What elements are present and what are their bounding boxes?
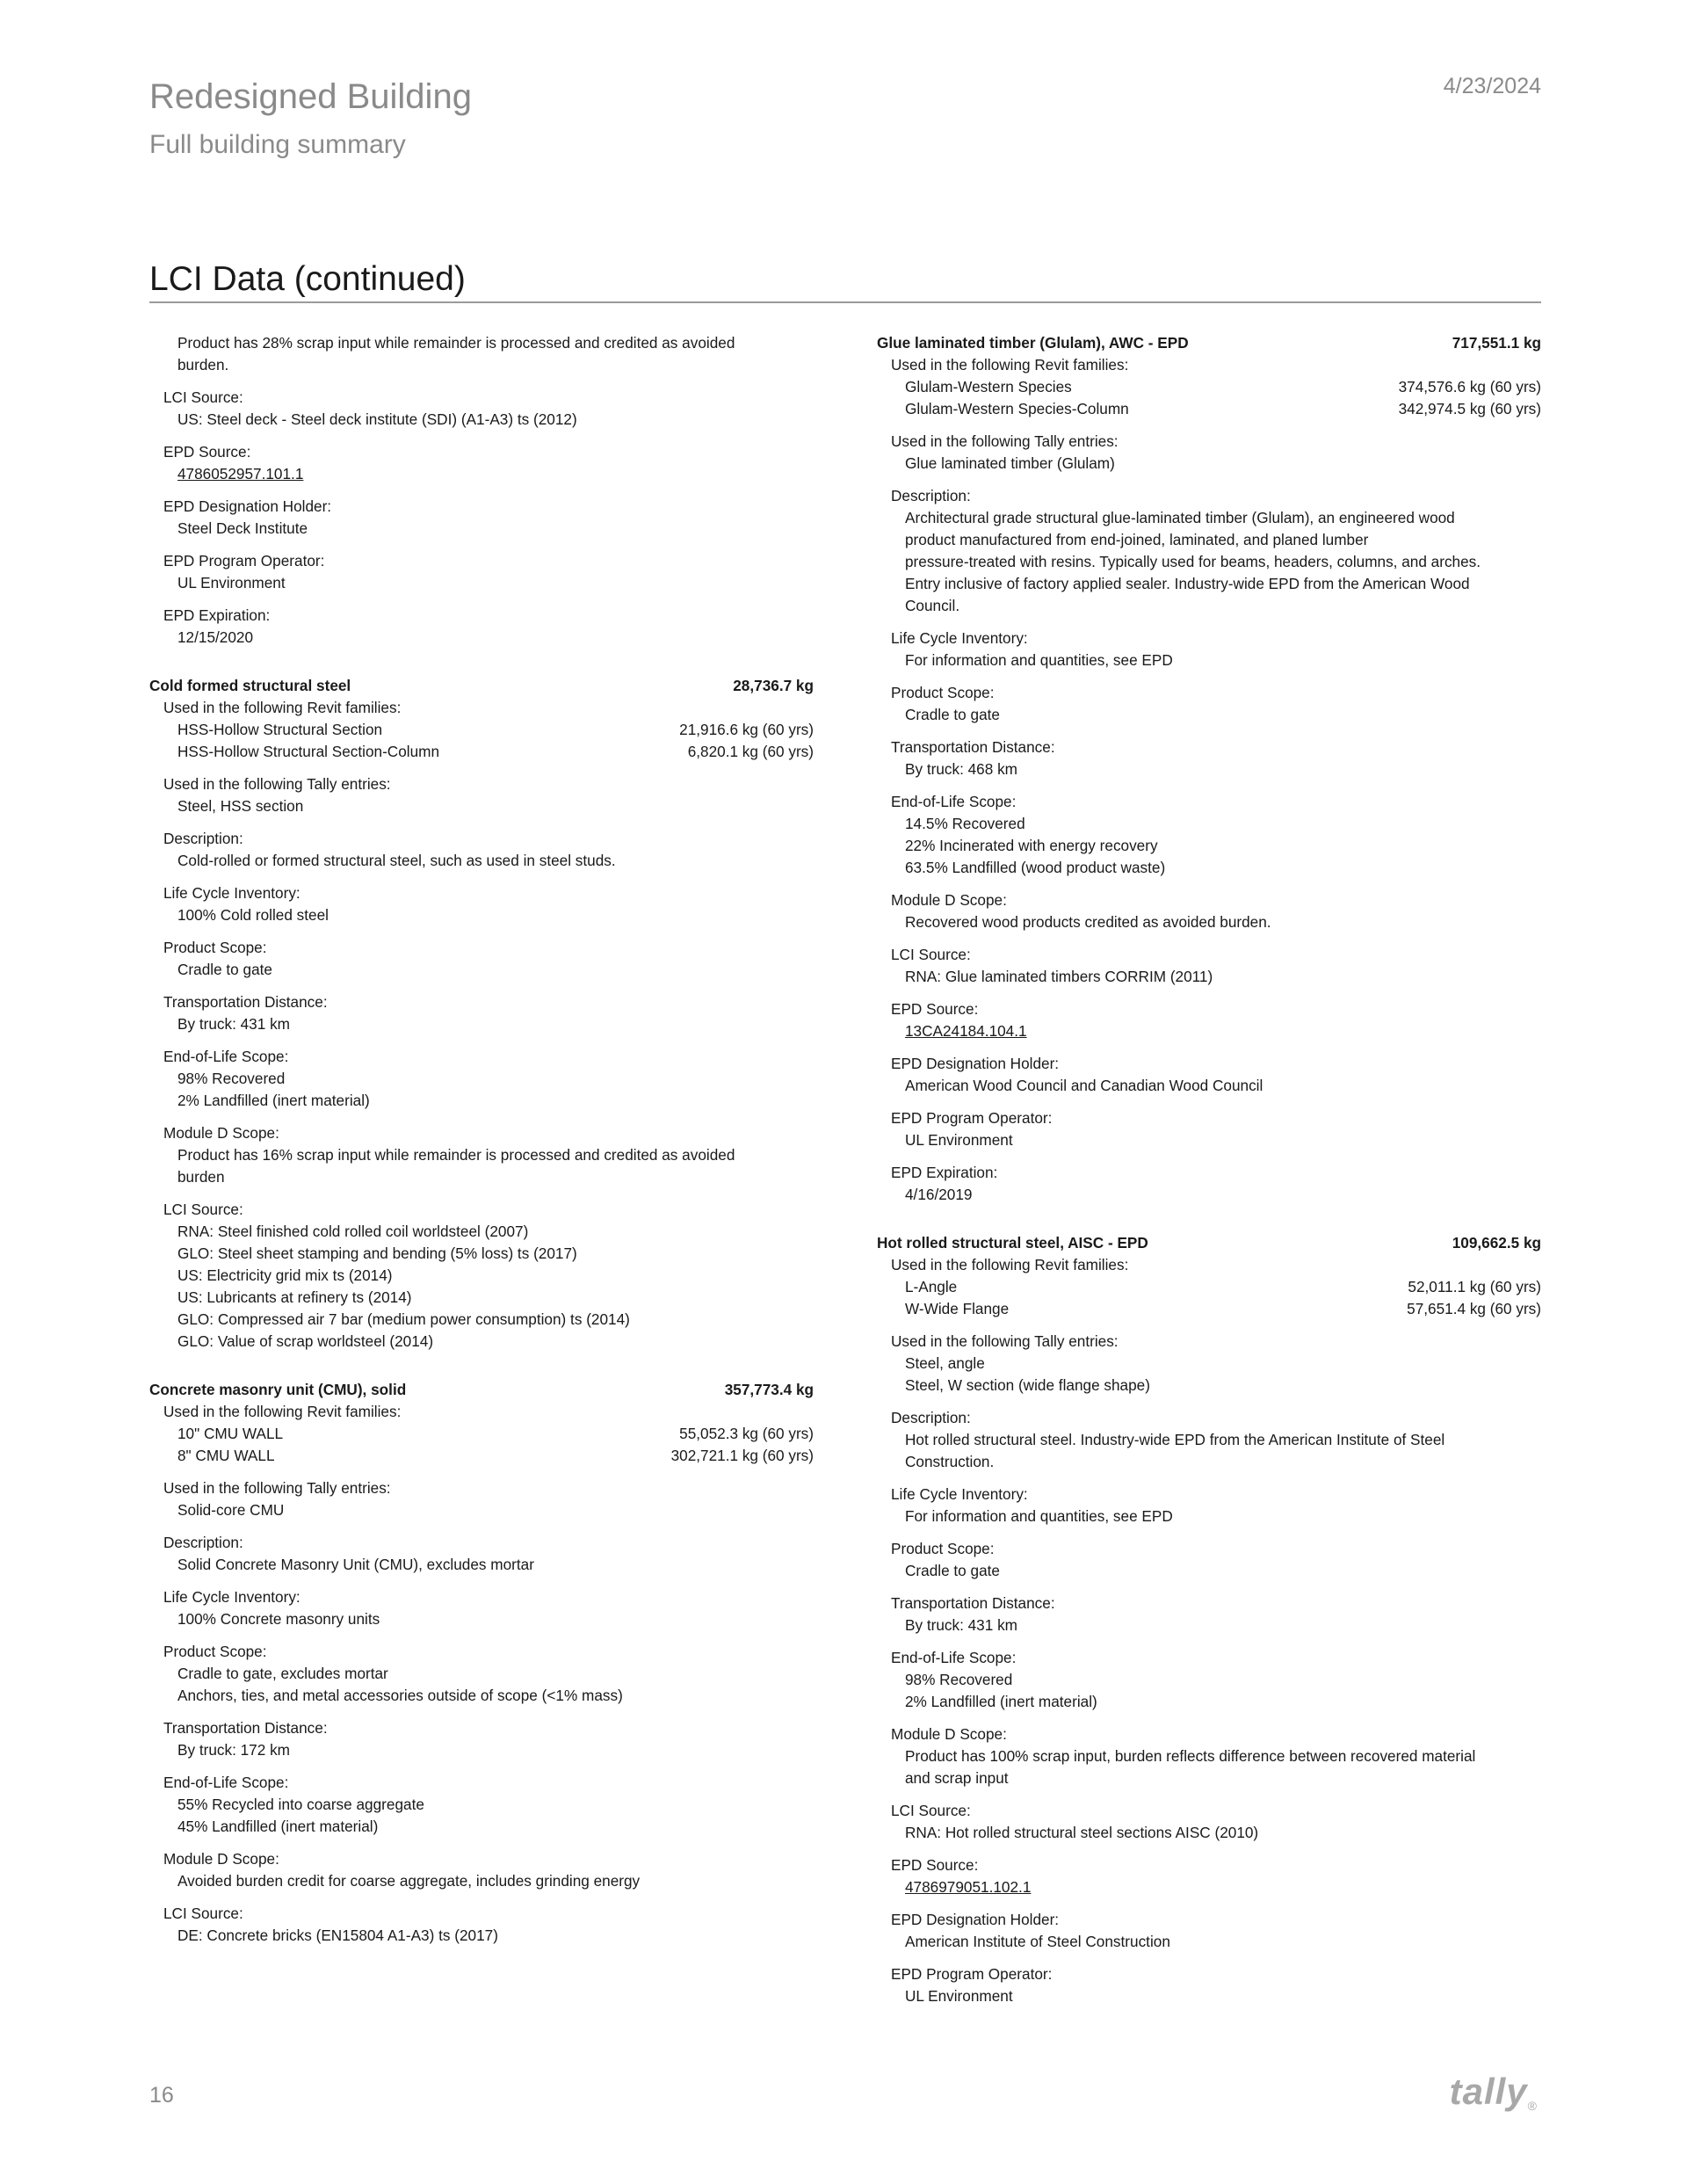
field-label: Transportation Distance: bbox=[891, 738, 1055, 756]
field-value: By truck: 431 km bbox=[177, 1015, 290, 1033]
field-value: Solid Concrete Masonry Unit (CMU), excludes mortar bbox=[177, 1556, 534, 1573]
field-label: End-of-Life Scope: bbox=[163, 1048, 289, 1065]
field-value: UL Environment bbox=[905, 1987, 1013, 2005]
epd-expiration bbox=[877, 1162, 1541, 1206]
field-value: UL Environment bbox=[905, 1131, 1013, 1149]
material-total: 717,551.1 kg bbox=[1452, 334, 1541, 352]
transportation-distance bbox=[877, 736, 1541, 780]
field-value: 2% Landfilled (inert material) bbox=[905, 1693, 1097, 1710]
field-label: Module D Scope: bbox=[891, 1725, 1007, 1743]
end-of-life-scope bbox=[149, 1046, 814, 1112]
field-value: GLO: Value of scrap worldsteel (2014) bbox=[177, 1332, 434, 1350]
family-name: Glulam-Western Species bbox=[905, 378, 1072, 395]
field-label: Used in the following Tally entries: bbox=[891, 1332, 1119, 1350]
report-date: 4/23/2024 bbox=[1443, 74, 1541, 98]
product-scope bbox=[149, 937, 814, 981]
revit-family-row bbox=[149, 741, 814, 763]
family-value: 342,974.5 kg (60 yrs) bbox=[1398, 400, 1541, 417]
field-value: By truck: 172 km bbox=[177, 1741, 290, 1759]
field-value: 98% Recovered bbox=[905, 1671, 1013, 1688]
revit-families bbox=[149, 697, 814, 763]
field-label: End-of-Life Scope: bbox=[891, 1649, 1017, 1666]
revit-family-row bbox=[877, 1298, 1541, 1320]
life-cycle-inventory bbox=[877, 1484, 1541, 1527]
field-label: Transportation Distance: bbox=[163, 993, 328, 1011]
lci-source bbox=[877, 1800, 1541, 1844]
field-label: LCI Source: bbox=[891, 1802, 971, 1819]
field-label: LCI Source: bbox=[163, 1201, 243, 1218]
material-name: Cold formed structural steel bbox=[149, 677, 351, 694]
end-of-life-scope bbox=[149, 1772, 814, 1838]
field-value: burden bbox=[177, 1168, 225, 1186]
field-label: Life Cycle Inventory: bbox=[891, 1485, 1028, 1503]
field-label: Used in the following Tally entries: bbox=[163, 1479, 391, 1497]
epd-source-link[interactable]: 4786052957.101.1 bbox=[177, 465, 304, 483]
field-value: 55% Recycled into coarse aggregate bbox=[177, 1796, 424, 1813]
module-d-scope bbox=[877, 1723, 1541, 1789]
field-value: Product has 16% scrap input while remainder is processed and credited as avoided bbox=[177, 1146, 735, 1164]
epd-source-link[interactable]: 13CA24184.104.1 bbox=[905, 1022, 1027, 1040]
material-name: Hot rolled structural steel, AISC - EPD bbox=[877, 1234, 1148, 1252]
field-value: Cradle to gate bbox=[177, 961, 272, 978]
family-value: 52,011.1 kg (60 yrs) bbox=[1408, 1278, 1541, 1295]
field-value: 14.5% Recovered bbox=[905, 815, 1025, 832]
field-value: 100% Cold rolled steel bbox=[177, 906, 329, 924]
life-cycle-inventory bbox=[877, 628, 1541, 671]
field-label: Transportation Distance: bbox=[891, 1594, 1055, 1612]
revit-family-row bbox=[149, 1423, 814, 1445]
field-label: Description: bbox=[163, 830, 243, 847]
epd-designation-holder bbox=[877, 1909, 1541, 1953]
description bbox=[877, 485, 1541, 617]
field-value: GLO: Compressed air 7 bar (medium power consumption) ts (2014) bbox=[177, 1310, 630, 1328]
family-value: 57,651.4 kg (60 yrs) bbox=[1407, 1300, 1541, 1317]
field-label: Used in the following Revit families: bbox=[163, 699, 402, 716]
description bbox=[149, 1532, 814, 1576]
page-number: 16 bbox=[149, 2083, 174, 2108]
revit-family-row bbox=[149, 1445, 814, 1467]
continued-entry bbox=[149, 332, 814, 649]
field-label: Description: bbox=[891, 1409, 971, 1426]
epd-source bbox=[149, 441, 814, 485]
material-cold-formed-steel bbox=[149, 675, 814, 1353]
field-label: Module D Scope: bbox=[891, 891, 1007, 909]
field-label: Description: bbox=[891, 487, 971, 504]
section-title: LCI Data (continued) bbox=[149, 260, 466, 298]
field-label: Life Cycle Inventory: bbox=[891, 629, 1028, 647]
revit-family-row bbox=[149, 719, 814, 741]
epd-source bbox=[877, 998, 1541, 1042]
field-value: Cradle to gate, excludes mortar bbox=[177, 1665, 388, 1682]
field-value: Glue laminated timber (Glulam) bbox=[905, 454, 1115, 472]
family-value: 55,052.3 kg (60 yrs) bbox=[679, 1425, 814, 1442]
family-value: 6,820.1 kg (60 yrs) bbox=[687, 743, 814, 760]
field-label: Product Scope: bbox=[891, 1540, 995, 1557]
material-header bbox=[877, 1232, 1541, 1254]
family-name: 8" CMU WALL bbox=[177, 1447, 275, 1464]
revit-family-row bbox=[877, 398, 1541, 420]
field-label: LCI Source: bbox=[163, 1905, 243, 1922]
field-value: Entry inclusive of factory applied sealer. Industry-wide EPD from the American Wood bbox=[905, 575, 1470, 592]
field-value: Solid-core CMU bbox=[177, 1501, 285, 1519]
field-value: Steel, W section (wide flange shape) bbox=[905, 1376, 1150, 1394]
field-value: Anchors, ties, and metal accessories outside of scope (<1% mass) bbox=[177, 1687, 623, 1704]
family-name: 10" CMU WALL bbox=[177, 1425, 284, 1442]
description bbox=[149, 828, 814, 872]
field-value: Recovered wood products credited as avoided burden. bbox=[905, 913, 1271, 931]
field-value: Construction. bbox=[905, 1453, 995, 1470]
text-line: Product has 28% scrap input while remainder is processed and credited as avoided bbox=[177, 334, 735, 352]
field-value: Avoided burden credit for coarse aggregate, includes grinding energy bbox=[177, 1872, 641, 1890]
field-label: EPD Designation Holder: bbox=[891, 1055, 1060, 1072]
field-value: GLO: Steel sheet stamping and bending (5% loss) ts (2017) bbox=[177, 1244, 577, 1262]
material-glulam bbox=[877, 332, 1541, 1206]
section-divider bbox=[149, 301, 1541, 303]
right-column bbox=[877, 332, 1541, 2018]
family-value: 302,721.1 kg (60 yrs) bbox=[670, 1447, 814, 1464]
field-value: 98% Recovered bbox=[177, 1070, 286, 1087]
lci-source bbox=[149, 1199, 814, 1353]
field-value: By truck: 431 km bbox=[905, 1616, 1017, 1634]
material-header bbox=[149, 675, 814, 697]
product-scope bbox=[877, 682, 1541, 726]
transportation-distance bbox=[149, 991, 814, 1035]
end-of-life-scope bbox=[877, 1647, 1541, 1713]
field-label: EPD Source: bbox=[891, 1856, 979, 1874]
tally-entries bbox=[877, 1331, 1541, 1397]
field-label: Used in the following Revit families: bbox=[891, 356, 1129, 374]
tally-entries bbox=[877, 431, 1541, 475]
field-label: Module D Scope: bbox=[163, 1850, 279, 1868]
tally-entries bbox=[149, 1477, 814, 1521]
family-name: Glulam-Western Species-Column bbox=[905, 400, 1129, 417]
epd-designation-holder bbox=[149, 496, 814, 540]
field-value: Cold-rolled or formed structural steel, such as used in steel studs. bbox=[177, 852, 616, 869]
family-value: 374,576.6 kg (60 yrs) bbox=[1398, 378, 1541, 395]
material-total: 357,773.4 kg bbox=[724, 1381, 814, 1398]
life-cycle-inventory bbox=[149, 882, 814, 926]
tally-entries bbox=[149, 773, 814, 817]
field-value: Hot rolled structural steel. Industry-wide EPD from the American Institute of Steel bbox=[905, 1431, 1445, 1448]
module-d-scope bbox=[149, 1122, 814, 1188]
module-d-scope bbox=[877, 889, 1541, 933]
field-value: Steel, angle bbox=[905, 1354, 985, 1372]
field-value: 22% Incinerated with energy recovery bbox=[905, 837, 1158, 854]
field-value: RNA: Steel finished cold rolled coil worldsteel (2007) bbox=[177, 1223, 529, 1240]
tally-logo bbox=[1450, 2071, 1538, 2113]
family-name: HSS-Hollow Structural Section-Column bbox=[177, 743, 440, 760]
material-hot-rolled-steel bbox=[877, 1232, 1541, 2007]
field-label: Used in the following Tally entries: bbox=[891, 432, 1119, 450]
product-scope bbox=[877, 1538, 1541, 1582]
field-value: 4/16/2019 bbox=[905, 1186, 973, 1203]
transportation-distance bbox=[149, 1717, 814, 1761]
field-value: Architectural grade structural glue-laminated timber (Glulam), an engineered wood bbox=[905, 509, 1455, 526]
field-value: 2% Landfilled (inert material) bbox=[177, 1092, 370, 1109]
field-label: Used in the following Tally entries: bbox=[163, 775, 391, 793]
lci-source bbox=[149, 1903, 814, 1947]
document-title: Redesigned Building bbox=[149, 77, 472, 116]
field-value: RNA: Glue laminated timbers CORRIM (2011) bbox=[905, 968, 1213, 985]
family-name: W-Wide Flange bbox=[905, 1300, 1010, 1317]
epd-program-operator bbox=[149, 550, 814, 594]
field-value: 12/15/2020 bbox=[177, 628, 254, 646]
field-label: EPD Expiration: bbox=[163, 606, 271, 624]
text-line: burden. bbox=[177, 356, 229, 374]
field-label: Product Scope: bbox=[163, 1643, 267, 1660]
transportation-distance bbox=[877, 1593, 1541, 1636]
epd-source bbox=[877, 1854, 1541, 1898]
field-value: American Institute of Steel Construction bbox=[905, 1933, 1170, 1950]
field-value: US: Steel deck - Steel deck institute (SDI) (A1-A3) ts (2012) bbox=[177, 410, 577, 428]
material-header bbox=[149, 1379, 814, 1401]
epd-designation-holder bbox=[877, 1053, 1541, 1097]
field-label: Module D Scope: bbox=[163, 1124, 279, 1142]
epd-source-link[interactable]: 4786979051.102.1 bbox=[905, 1878, 1032, 1896]
field-value: Cradle to gate bbox=[905, 706, 1000, 723]
field-value: By truck: 468 km bbox=[905, 760, 1017, 778]
family-name: HSS-Hollow Structural Section bbox=[177, 721, 383, 738]
registered-mark: ® bbox=[1527, 2099, 1538, 2113]
field-value: DE: Concrete bricks (EN15804 A1-A3) ts (2017) bbox=[177, 1926, 498, 1944]
field-label: LCI Source: bbox=[163, 388, 243, 406]
module-d-continued bbox=[149, 332, 814, 376]
logo-text: tally bbox=[1449, 2071, 1528, 2112]
field-value: Steel Deck Institute bbox=[177, 519, 308, 537]
description bbox=[877, 1407, 1541, 1473]
family-value: 21,916.6 kg (60 yrs) bbox=[679, 721, 814, 738]
revit-families bbox=[149, 1401, 814, 1467]
module-d-scope bbox=[149, 1848, 814, 1892]
field-label: EPD Source: bbox=[891, 1000, 979, 1018]
field-label: EPD Designation Holder: bbox=[891, 1911, 1060, 1928]
revit-family-row bbox=[877, 1276, 1541, 1298]
left-column bbox=[149, 332, 814, 1957]
revit-families bbox=[877, 354, 1541, 420]
field-value: 45% Landfilled (inert material) bbox=[177, 1818, 379, 1835]
epd-expiration bbox=[149, 605, 814, 649]
material-header bbox=[877, 332, 1541, 354]
revit-family-row bbox=[877, 376, 1541, 398]
field-value: Council. bbox=[905, 597, 960, 614]
field-label: EPD Program Operator: bbox=[163, 552, 325, 570]
field-value: For information and quantities, see EPD bbox=[905, 651, 1173, 669]
material-name: Glue laminated timber (Glulam), AWC - EPD bbox=[877, 334, 1189, 352]
field-label: EPD Program Operator: bbox=[891, 1965, 1053, 1983]
field-label: Life Cycle Inventory: bbox=[163, 884, 300, 902]
revit-families bbox=[877, 1254, 1541, 1320]
material-total: 28,736.7 kg bbox=[733, 677, 814, 694]
field-label: Product Scope: bbox=[891, 684, 995, 701]
epd-program-operator bbox=[877, 1107, 1541, 1151]
field-label: LCI Source: bbox=[891, 946, 971, 963]
field-value: American Wood Council and Canadian Wood Council bbox=[905, 1077, 1263, 1094]
field-label: Used in the following Revit families: bbox=[891, 1256, 1129, 1273]
product-scope bbox=[149, 1641, 814, 1707]
field-value: Product has 100% scrap input, burden reflects difference between recovered material bbox=[905, 1747, 1476, 1765]
field-value: 100% Concrete masonry units bbox=[177, 1610, 380, 1628]
field-label: End-of-Life Scope: bbox=[163, 1774, 289, 1791]
field-value: RNA: Hot rolled structural steel sections AISC (2010) bbox=[905, 1824, 1259, 1841]
field-value: Steel, HSS section bbox=[177, 797, 304, 815]
field-value: For information and quantities, see EPD bbox=[905, 1507, 1173, 1525]
field-label: Used in the following Revit families: bbox=[163, 1403, 402, 1420]
field-label: EPD Program Operator: bbox=[891, 1109, 1053, 1127]
lci-source bbox=[877, 944, 1541, 988]
material-name: Concrete masonry unit (CMU), solid bbox=[149, 1381, 407, 1398]
field-value: UL Environment bbox=[177, 574, 286, 591]
lci-source bbox=[149, 387, 814, 431]
epd-program-operator bbox=[877, 1963, 1541, 2007]
end-of-life-scope bbox=[877, 791, 1541, 879]
field-label: EPD Source: bbox=[163, 443, 251, 461]
material-total: 109,662.5 kg bbox=[1452, 1234, 1541, 1252]
field-label: Transportation Distance: bbox=[163, 1719, 328, 1737]
material-cmu-solid bbox=[149, 1379, 814, 1947]
field-label: End-of-Life Scope: bbox=[891, 793, 1017, 810]
field-value: product manufactured from end-joined, laminated, and planed lumber bbox=[905, 531, 1369, 548]
field-value: Cradle to gate bbox=[905, 1562, 1000, 1579]
field-label: Life Cycle Inventory: bbox=[163, 1588, 300, 1606]
family-name: L-Angle bbox=[905, 1278, 958, 1295]
field-value: 63.5% Landfilled (wood product waste) bbox=[905, 859, 1166, 876]
field-value: US: Lubricants at refinery ts (2014) bbox=[177, 1288, 412, 1306]
field-label: Description: bbox=[163, 1534, 243, 1551]
life-cycle-inventory bbox=[149, 1586, 814, 1630]
field-value: pressure-treated with resins. Typically used for beams, headers, columns, and arches. bbox=[905, 553, 1481, 570]
field-label: EPD Designation Holder: bbox=[163, 497, 332, 515]
field-label: Product Scope: bbox=[163, 939, 267, 956]
field-value: US: Electricity grid mix ts (2014) bbox=[177, 1266, 393, 1284]
field-label: EPD Expiration: bbox=[891, 1164, 998, 1181]
document-subtitle: Full building summary bbox=[149, 130, 406, 159]
field-value: and scrap input bbox=[905, 1769, 1009, 1787]
